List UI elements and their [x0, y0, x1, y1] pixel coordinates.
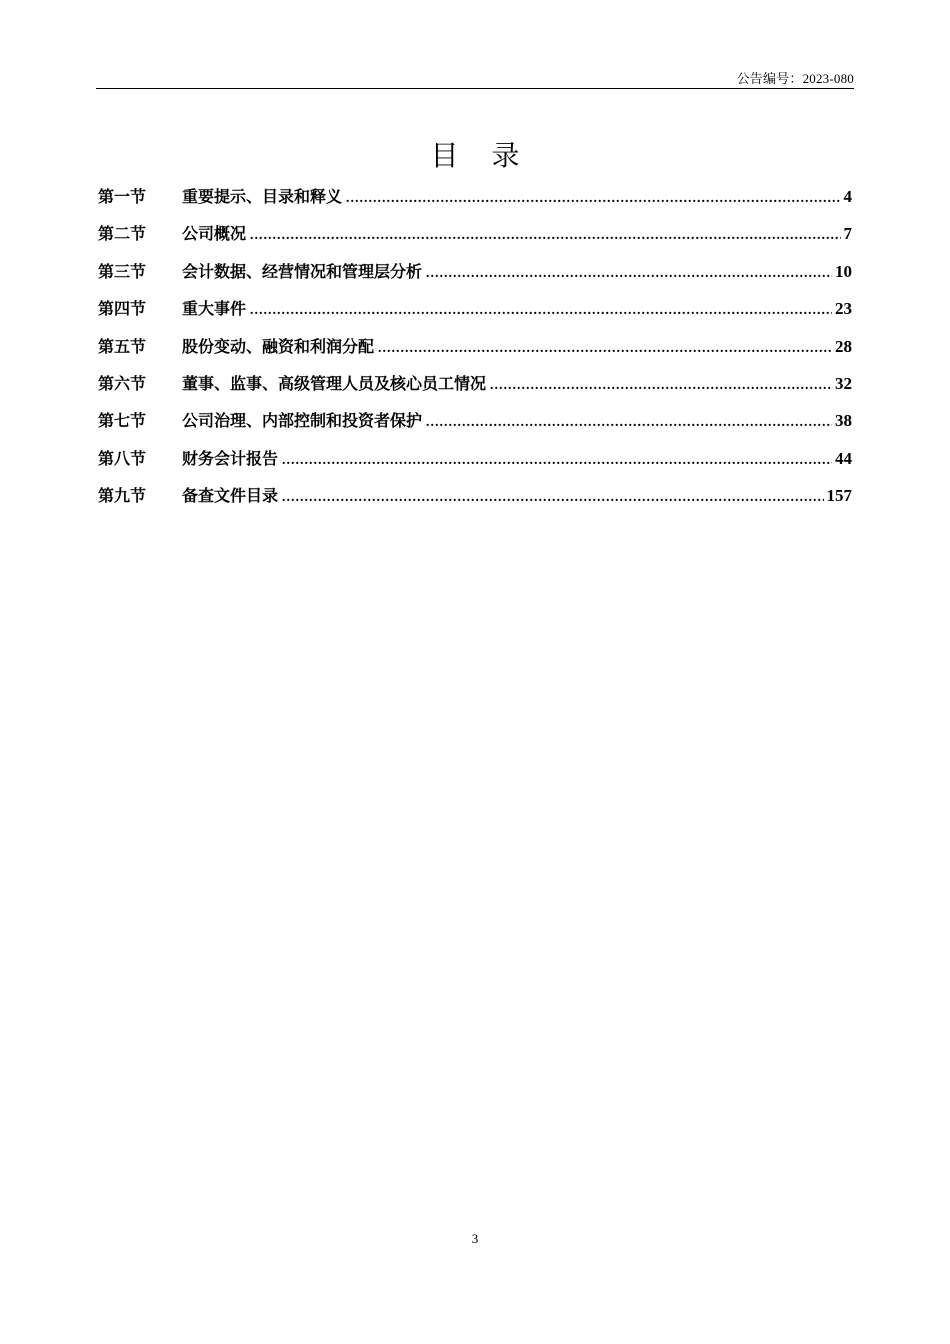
toc-page-number: 32: [835, 373, 852, 393]
toc-page-number: 4: [843, 187, 852, 206]
toc-entry[interactable]: [98, 184, 852, 221]
toc-entry[interactable]: [98, 221, 852, 258]
toc-section-number: 第二节: [98, 224, 147, 244]
table-of-contents: [98, 184, 852, 521]
toc-section-number: 第六节: [98, 373, 147, 393]
header-divider: [96, 88, 854, 89]
toc-entry[interactable]: [98, 408, 852, 445]
toc-dot-leader: [346, 191, 840, 207]
toc-dot-leader: [426, 266, 832, 282]
toc-section-number: 第七节: [98, 411, 147, 431]
announcement-number: 公告编号：2023-080: [736, 71, 854, 86]
toc-page-number: 38: [835, 411, 852, 431]
toc-section-number: 第九节: [98, 486, 147, 506]
toc-section-number: 第一节: [98, 187, 147, 206]
toc-section-title: 公司概况: [182, 224, 247, 244]
toc-section-number: 第五节: [98, 336, 147, 356]
toc-dot-leader: [426, 415, 832, 431]
toc-entry[interactable]: [98, 296, 852, 333]
toc-page-number: 10: [835, 261, 852, 281]
toc-dot-leader: [378, 341, 832, 357]
toc-entry[interactable]: [98, 371, 852, 408]
toc-section-title: 公司治理、内部控制和投资者保护: [182, 411, 423, 431]
toc-section-title: 备查文件目录: [182, 486, 279, 506]
toc-entry[interactable]: [98, 483, 852, 520]
toc-page-number: 7: [843, 224, 852, 244]
toc-entry[interactable]: [98, 334, 852, 371]
toc-section-title: 股份变动、融资和利润分配: [182, 336, 375, 356]
toc-section-title: 财务会计报告: [182, 448, 279, 468]
toc-dot-leader: [250, 303, 832, 319]
toc-dot-leader: [282, 453, 832, 469]
toc-section-title: 重要提示、目录和释义: [182, 187, 343, 206]
toc-dot-leader: [250, 228, 840, 244]
toc-dot-leader: [490, 378, 832, 394]
toc-page-number: 157: [826, 486, 852, 506]
toc-section-title: 重大事件: [182, 299, 247, 319]
toc-page-number: 23: [835, 299, 852, 319]
toc-section-number: 第三节: [98, 261, 147, 281]
toc-entry[interactable]: [98, 259, 852, 296]
toc-dot-leader: [282, 490, 823, 506]
toc-section-title: 董事、监事、高级管理人员及核心员工情况: [182, 373, 487, 393]
toc-page-number: 44: [835, 448, 852, 468]
toc-section-number: 第八节: [98, 448, 147, 468]
toc-section-number: 第四节: [98, 299, 147, 319]
toc-entry[interactable]: [98, 446, 852, 483]
toc-page-number: 28: [835, 336, 852, 356]
page-number: 3: [471, 1231, 479, 1246]
toc-title: 目 录: [430, 139, 532, 172]
toc-section-title: 会计数据、经营情况和管理层分析: [182, 261, 423, 281]
